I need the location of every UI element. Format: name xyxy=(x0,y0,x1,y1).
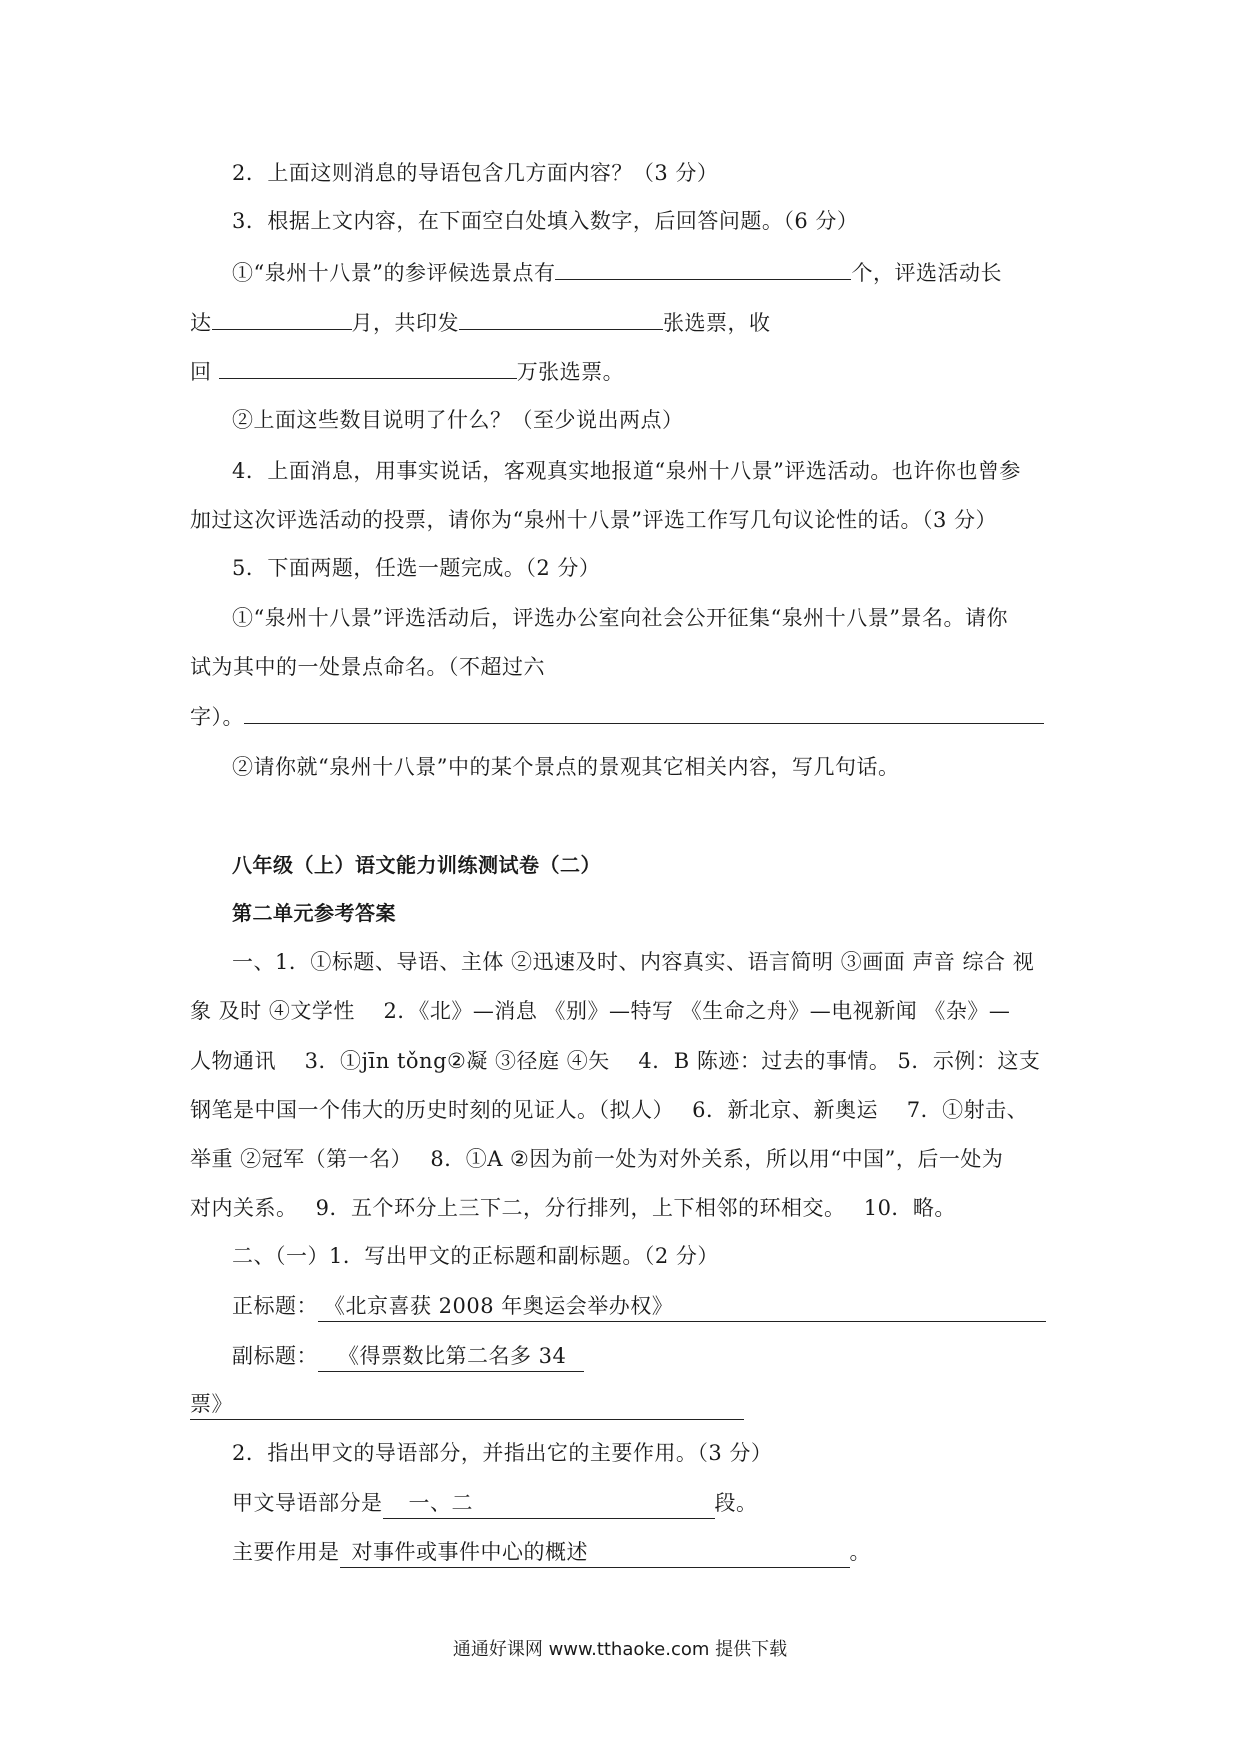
question-4-line2: 加过这次评选活动的投票，请你为“泉州十八景”评选工作写几句议论性的话。（3 分） xyxy=(190,508,998,532)
answer-1-line1: 一、1．①标题、导语、主体 ②迅速及时、内容真实、语言简明 ③画面 声音 综合 视 xyxy=(232,950,1035,974)
question-5-1-line3 xyxy=(190,701,1044,732)
q3-1-text-c: 达 xyxy=(190,311,212,335)
sub-title-row xyxy=(232,1341,584,1372)
sub-title-value-2: 票》 xyxy=(190,1389,744,1420)
lead-label: 甲文导语部分是 xyxy=(232,1491,383,1515)
lead-value: 一、二 xyxy=(383,1488,715,1519)
question-3: 3．根据上文内容，在下面空白处填入数字，后回答问题。（6 分） xyxy=(232,209,859,233)
sub-title-label: 副标题： xyxy=(232,1344,318,1368)
blank-scenic-name[interactable] xyxy=(244,701,1044,724)
answer-2-2: 2．指出甲文的导语部分，并指出它的主要作用。（3 分） xyxy=(232,1441,773,1465)
question-3-1-line3 xyxy=(190,356,624,387)
blank-candidate-count[interactable] xyxy=(555,257,851,280)
question-5-1-line1: ①“泉州十八景”评选活动后，评选办公室向社会公开征集“泉州十八景”景名。请你 xyxy=(232,606,1008,630)
question-4-line1: 4．上面消息，用事实说话，客观真实地报道“泉州十八景”评选活动。也许你也曾参 xyxy=(232,459,1021,483)
question-5-2: ②请你就“泉州十八景”中的某个景点的景观其它相关内容，写几句话。 xyxy=(232,755,900,779)
test-title: 八年级（上）语文能力训练测试卷（二） xyxy=(232,853,601,877)
question-2: 2．上面这则消息的导语包含几方面内容？（3 分） xyxy=(232,161,719,185)
main-title-value: 《北京喜获 2008 年奥运会举办权》 xyxy=(318,1291,1046,1322)
role-value: 对事件或事件中心的概述 xyxy=(340,1537,850,1568)
footer: 通通好课网 www.tthaoke.com 提供下载 xyxy=(452,1639,788,1660)
lead-suffix: 段。 xyxy=(714,1491,758,1515)
question-3-1-line2 xyxy=(190,307,771,338)
q3-1-text-d: 月，共印发 xyxy=(351,311,459,335)
role-suffix: 。 xyxy=(849,1540,871,1564)
question-3-2: ②上面这些数目说明了什么？（至少说出两点） xyxy=(232,408,684,432)
answer-1-line4: 钢笔是中国一个伟大的历史时刻的见证人。（拟人） 6．新北京、新奥运 7．①射击、 xyxy=(190,1098,1029,1122)
question-3-1-line1 xyxy=(232,257,1002,288)
q3-1-text-e: 张选票，收 xyxy=(663,311,771,335)
answer-2-1: 二、（一）1．写出甲文的正标题和副标题。（2 分） xyxy=(232,1244,719,1268)
q5-1-text-c: 字）。 xyxy=(190,705,244,729)
question-5-1-line2: 试为其中的一处景点命名。（不超过六 xyxy=(190,655,545,679)
answer-1-line5: 举重 ②冠军（第一名） 8．①A ②因为前一处为对外关系，所以用“中国”，后一处为 xyxy=(190,1147,1004,1171)
blank-months[interactable] xyxy=(212,307,352,330)
answer-title: 第二单元参考答案 xyxy=(232,901,396,925)
answer-1-line6: 对内关系。 9．五个环分上三下二，分行排列，上下相邻的环相交。 10．略。 xyxy=(190,1196,956,1220)
lead-row xyxy=(232,1488,758,1519)
blank-collected-votes[interactable] xyxy=(219,356,517,379)
answer-1-line3: 人物通讯 3．①jīn tǒng②凝 ③径庭 ④矢 4．B 陈迹：过去的事情。 5．示例：这支 xyxy=(190,1049,1041,1073)
q3-1-text-f: 回 xyxy=(190,360,212,384)
role-label: 主要作用是 xyxy=(232,1540,340,1564)
q3-1-text-g: 万张选票。 xyxy=(516,360,625,384)
question-5: 5．下面两题，任选一题完成。（2 分） xyxy=(232,556,601,580)
answer-1-line2: 象 及时 ④文学性 2．《北》—消息 《别》—特写 《生命之舟》—电视新闻 《杂》— xyxy=(190,999,1011,1023)
main-title-row xyxy=(232,1291,1046,1322)
q3-1-text-b: 个，评选活动长 xyxy=(851,261,1002,285)
role-row xyxy=(232,1537,871,1568)
blank-printed-votes[interactable] xyxy=(459,307,663,330)
sub-title-row2 xyxy=(190,1389,744,1420)
sub-title-value: 《得票数比第二名多 34 xyxy=(318,1341,584,1372)
main-title-label: 正标题： xyxy=(232,1294,318,1318)
q3-1-text-a: ①“泉州十八景”的参评候选景点有 xyxy=(232,261,556,285)
